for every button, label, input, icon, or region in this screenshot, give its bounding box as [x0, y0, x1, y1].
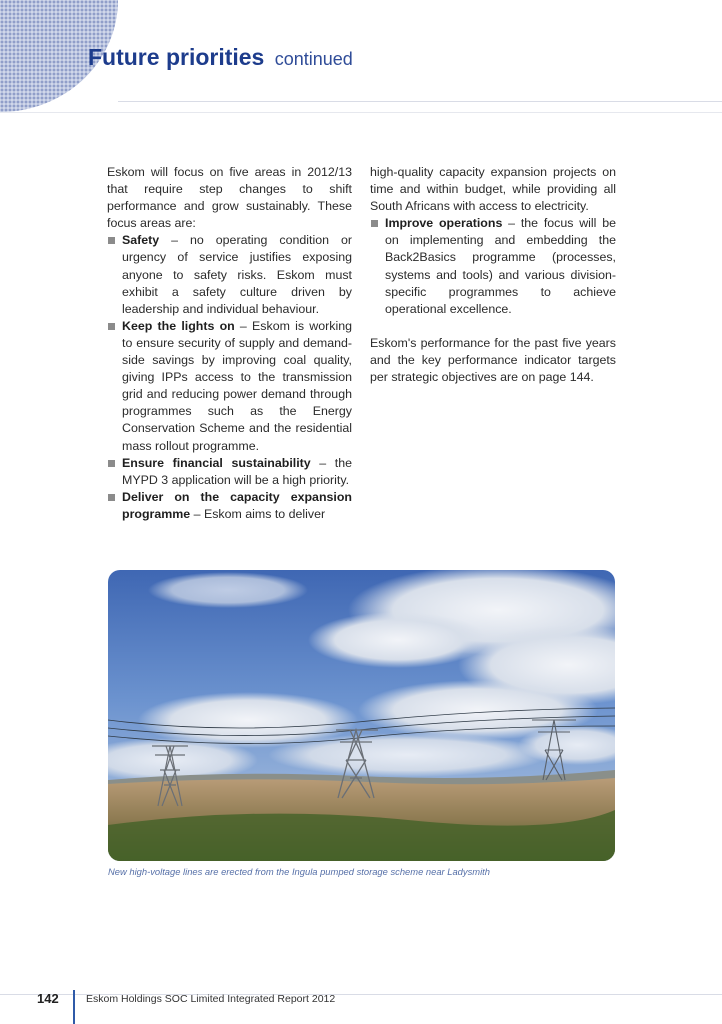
list-item-text: – no operating condition or urgency of service justifies exposing anyone to safety risks. Eskom must exhibit a safety culture driven by leadership and individual behaviour.	[122, 233, 352, 316]
left-column	[107, 164, 352, 523]
list-item-term: Ensure financial sustainability	[122, 455, 311, 470]
list-item	[107, 232, 352, 317]
continuation-paragraph: high-quality capacity expansion projects on time and within budget, while providing all South Africans with access to electricity.	[370, 165, 616, 214]
list-item	[107, 318, 352, 455]
square-bullet-icon	[108, 494, 115, 501]
list-item	[107, 455, 352, 489]
page-number: 142	[37, 991, 59, 1006]
figure-caption: New high-voltage lines are erected from the Ingula pumped storage scheme near Ladysmith	[108, 866, 490, 877]
footer-accent-bar	[73, 990, 75, 1024]
closing-paragraph: Eskom's performance for the past five years and the key performance indicator targets per strategic objectives are on page 144.	[370, 335, 616, 385]
list-item-text: – Eskom aims to deliver	[190, 506, 326, 521]
square-bullet-icon	[371, 220, 378, 227]
header-divider	[118, 101, 722, 102]
header-divider-lower	[0, 112, 722, 113]
list-item-term: Safety	[122, 233, 160, 248]
list-item-text: – Eskom is working to ensure security of supply and demand-side savings by improving coal quality, giving IPPs access to the transmission grid and reducing power demand through programmes such as the Energy Conservation Scheme and the residential mass rollout programme.	[122, 318, 352, 453]
focus-area-list	[107, 232, 352, 523]
landscape-image	[108, 570, 615, 861]
list-item	[370, 215, 616, 318]
square-bullet-icon	[108, 237, 115, 244]
square-bullet-icon	[108, 323, 115, 330]
page-title	[88, 44, 353, 71]
list-item-term: Deliver on the capacity expansion programme	[122, 489, 352, 521]
list-item-text: – the focus will be on implementing and embedding the Back2Basics programme (processes, systems and tools) and various division-specific programmes to achieve operational excellence.	[385, 216, 617, 316]
list-item-term: Improve operations	[385, 216, 503, 231]
right-column	[370, 164, 616, 386]
page-title-main: Future priorities	[88, 44, 265, 70]
intro-paragraph: Eskom will focus on five areas in 2012/13 that require step changes to shift performance and grow sustainably. These focus areas are:	[107, 165, 352, 231]
paragraph-gap	[370, 318, 616, 335]
list-item	[107, 489, 352, 523]
list-item-text: – the MYPD 3 application will be a high priority.	[122, 455, 352, 487]
page-title-suffix: continued	[274, 49, 353, 69]
focus-area-list-continued	[370, 215, 616, 318]
list-item-term: Keep the lights on	[122, 318, 235, 333]
footer-publication: Eskom Holdings SOC Limited Integrated Report 2012	[86, 993, 336, 1005]
square-bullet-icon	[108, 460, 115, 467]
transmission-lines-photo	[108, 570, 615, 861]
